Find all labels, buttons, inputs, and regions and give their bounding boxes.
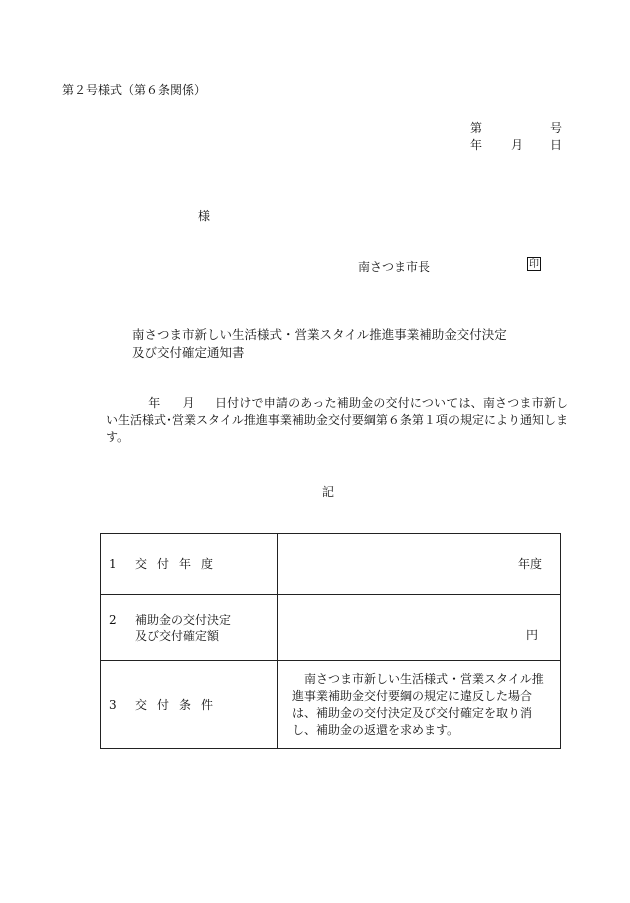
issuer-name: 南さつま市長 [358, 260, 431, 274]
body-year: 年 [148, 396, 161, 410]
seal-mark: 印 [529, 259, 539, 270]
table-row [101, 595, 561, 661]
doc-number-suffix: 号 [550, 121, 563, 135]
row-value [278, 595, 561, 661]
amount-value: 円 [525, 627, 538, 642]
row-label-text: 交付条件 [135, 697, 224, 712]
body-month: 月 [182, 396, 195, 410]
row-label [101, 661, 278, 749]
conditions-table [100, 533, 561, 749]
doc-number-prefix: 第 [470, 121, 483, 135]
document-title-line2: 及び交付確定通知書 [132, 345, 245, 360]
row-label-line1: 補助金の交付決定 [135, 612, 232, 627]
row-number: 1 [109, 557, 117, 571]
body-rest: 日付けで申請のあった補助金の交付については、南さつま市新しい生活様式･営業スタイル推進事業補助金交付要綱第６条第１項の規定により通知します。 [106, 396, 568, 444]
body-paragraph [106, 395, 568, 446]
row-label [101, 595, 278, 661]
addressee: 様 [198, 209, 211, 223]
row-number: 3 [109, 697, 117, 712]
row-value [278, 661, 561, 749]
ki-heading: 記 [322, 485, 335, 499]
row-value [278, 534, 561, 595]
document-title-line1: 南さつま市新しい生活様式・営業スタイル推進事業補助金交付決定 [132, 327, 507, 342]
form-id: 第２号様式（第６条関係） [62, 83, 207, 97]
date-year: 年 [470, 138, 483, 152]
row-label-text: 交付年度 [135, 557, 224, 571]
table-row [101, 661, 561, 749]
table-row [101, 534, 561, 595]
fiscal-year-value: 年度 [517, 557, 542, 571]
row-label-line2: 及び交付確定額 [135, 628, 220, 643]
row-label [101, 534, 278, 595]
conditions-text: 南さつま市新しい生活様式・営業スタイル推進事業補助金交付要綱の規定に違反した場合は、補助金の交付決定及び交付確定を取り消し、補助金の返還を求めます。 [292, 671, 544, 737]
date-month: 月 [511, 138, 524, 152]
date-day: 日 [550, 138, 563, 152]
row-number: 2 [109, 612, 117, 627]
